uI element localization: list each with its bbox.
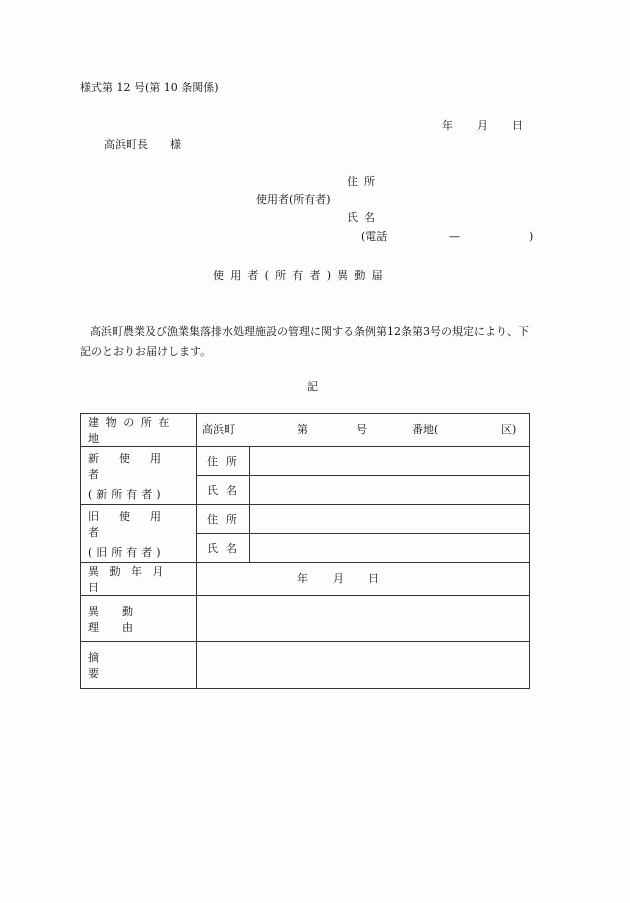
applicant-tel [361,230,534,244]
table-row-remarks [81,642,530,689]
old-user-name-label: 氏名 [197,534,250,563]
old-user-label-cell [81,505,197,563]
tel-open: (電話 [361,230,388,243]
tel-dash: — [449,230,460,243]
reason-label-cell [81,596,197,642]
old-user-name-field[interactable] [250,534,530,563]
remarks-label-cell [81,642,197,689]
table-row-change-date [81,563,530,596]
change-date-label-cell [81,563,197,596]
change-date-year: 年 [297,572,308,585]
building-town: 高浜町 [202,423,235,436]
addressee [104,138,181,152]
reason-label: 異動理由 [88,604,156,634]
new-user-address-label: 住所 [197,447,250,476]
date-line [442,119,523,133]
table-row-old-user-address [81,505,530,534]
building-banchi: 番地( [412,423,439,436]
building-label [81,414,196,446]
new-user-label: 新使用者 [88,451,181,481]
new-user-label-cell [81,447,197,505]
date-year: 年 [442,119,453,132]
new-user-name-field[interactable] [250,476,530,505]
addressee-name: 高浜町長 [104,138,148,151]
ki-heading: 記 [307,380,318,393]
applicant-address-label: 住所 [347,175,381,188]
body-text: 高浜町農業及び漁業集落排水処理施設の管理に関する条例第12条第3号の規定により、下記のとおりお届けします。 [80,325,529,358]
old-owner-label: (旧所有者) [88,545,165,559]
new-user-address-field[interactable] [250,447,530,476]
building-go: 号 [356,423,367,436]
remarks-label: 摘要 [88,651,177,680]
applicant-name-label: 氏名 [347,211,381,224]
applicant-role-label: 使用者(所有者) [256,193,331,206]
old-user-address-field[interactable] [250,505,530,534]
building-label-text: 建物の所在地 [88,416,176,445]
old-user-address-label: 住所 [197,505,250,534]
tel-close: ) [529,230,534,243]
remarks-field[interactable] [197,642,530,689]
old-user-label: 旧使用者 [88,509,181,539]
addressee-suffix: 様 [170,138,181,151]
table-row-building [81,414,530,447]
new-owner-label: (新所有者) [88,487,165,501]
reason-field[interactable] [197,596,530,642]
date-day: 日 [512,119,523,132]
document-title: 使用者(所有者)異動届 [213,269,389,282]
building-dai: 第 [297,423,308,436]
change-date-day: 日 [368,572,379,585]
notification-table [80,413,530,689]
building-location-field[interactable] [197,414,530,447]
date-month: 月 [477,119,488,132]
change-date-field[interactable] [197,563,530,596]
change-date-month: 月 [333,572,344,585]
change-date-label: 異動年月日 [88,565,174,594]
new-user-name-label: 氏名 [197,476,250,505]
building-label-cell [81,414,197,447]
table-row-new-user-address [81,447,530,476]
building-ku: 区) [501,423,517,436]
table-row-reason [81,596,530,642]
form-number: 様式第 12 号(第 10 条関係) [80,81,219,94]
